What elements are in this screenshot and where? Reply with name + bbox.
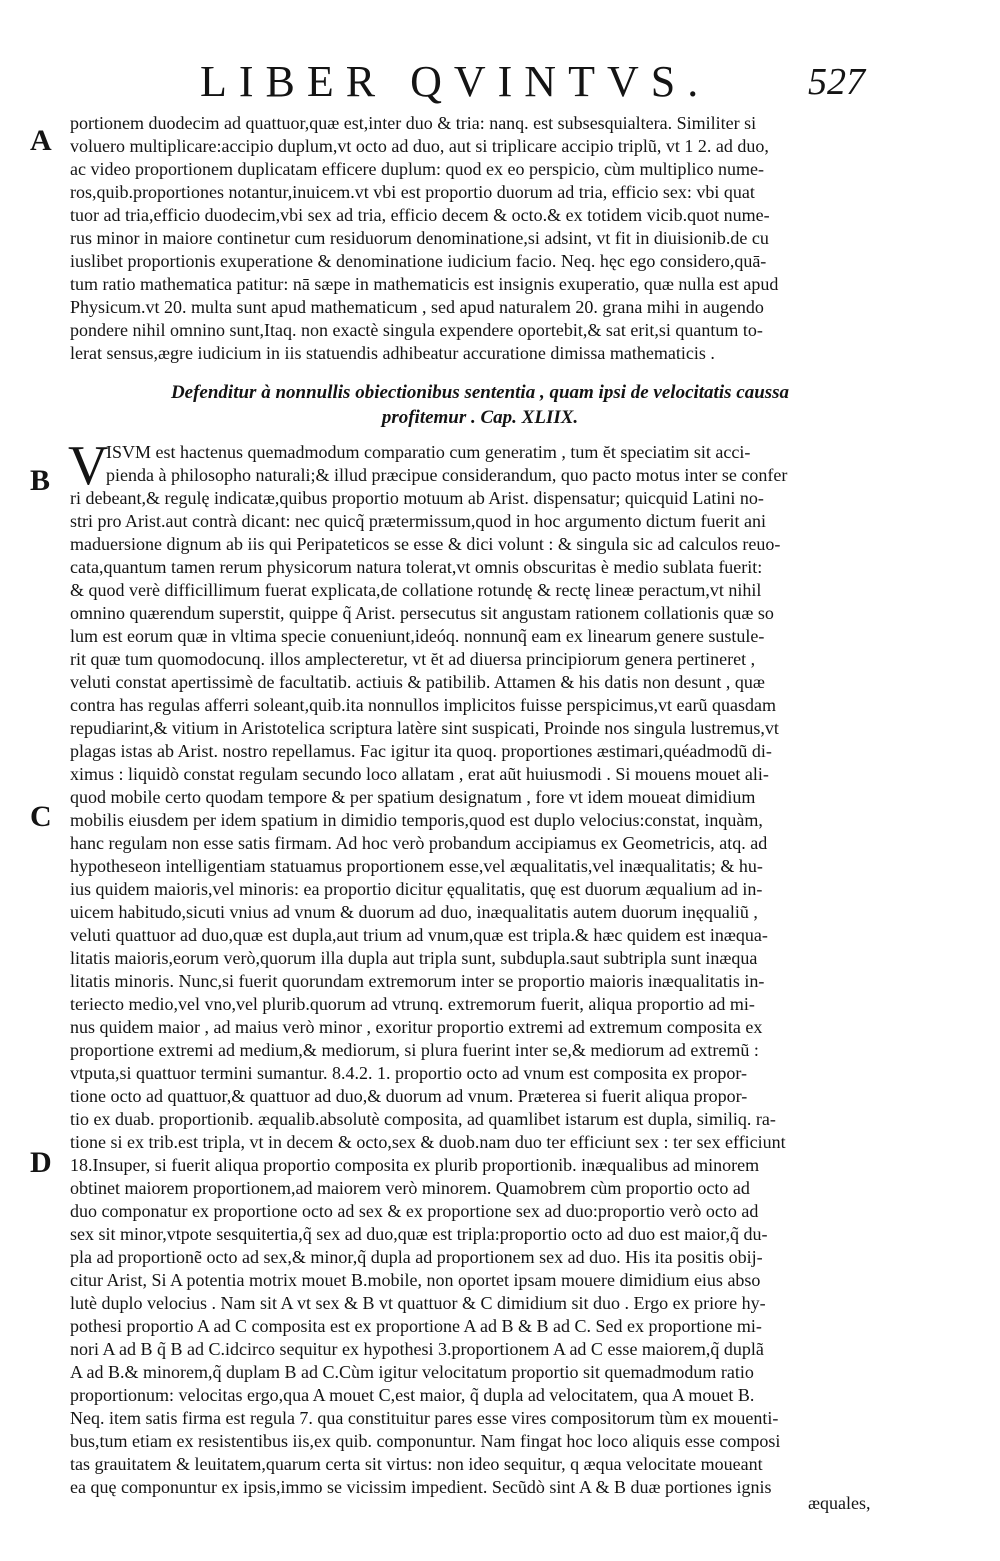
text-line: cata,quantum tamen rerum physicorum natura tolerat,vt omnis obscuritas è medio sublata fuerit: [70, 557, 763, 577]
text-line: ius quidem maioris,vel minoris: ea proportio dicitur ęqualitatis, quę est duorum æqualium ad in- [70, 879, 763, 899]
text-line: rit quæ tum quomodocunq. illos amplecteretur, vt ĕt ad diuersa principiorum genera pertineret , [70, 649, 756, 669]
text-line: nori A ad B q̃ B ad C.idcirco sequitur ex hypothesi 3.proportionem A ad C esse maiorem,q̃ duplã [70, 1339, 764, 1359]
text-line: voluero multiplicare:accipio duplum,vt octo ad duo, aut si triplicare accipio triplũ, vt 1 2. ad duo, [70, 136, 769, 156]
text-line: contra has regulas afferri soleant,quib.ita nonnullos implicitos fuisse perspicimus,vt earũ quasdam [70, 695, 776, 715]
text-line: portionem duodecim ad quattuor,quæ est,inter duo & tria: nanq. est subsesquialtera. Similiter si [70, 113, 757, 133]
text-line: duo componatur ex proportione octo ad sex & ex proportione sex ad duo:proportio verò octo ad [70, 1201, 759, 1221]
text-line: ISVM est hactenus quemadmodum comparatio cum generatim , tum ĕt speciatim sit acci- [106, 442, 751, 462]
page-number: 527 [808, 61, 865, 103]
text-line: ea quę componuntur ex ipsis,immo se vicissim impedient. Secũdò sint A & B duæ portiones ignis [70, 1477, 772, 1497]
text-line: Physicum.vt 20. multa sunt apud mathematicum , sed apud naturalem 20. grana mihi in augendo [70, 297, 764, 317]
text-line: lerat sensus,ægre iudicium in iis statuendis adhibeatur accuratione dimissa mathematicis . [70, 343, 715, 363]
text-line: ros,quib.proportiones notantur,inuicem.vt vbi est proportio duorum ad tria, efficio sex: vbi quat [70, 182, 755, 202]
chapter-heading-line-1: Defenditur à nonnullis obiectionibus sententia , quam ipsi de velocitatis caussa [170, 382, 790, 403]
text-line: stri pro Arist.aut contrà dicant: nec quicq̃ prætermissum,quod in hoc argumento dictum fuerit ani [70, 511, 767, 531]
text-line: tuor ad tria,efficio duodecim,vbi sex ad tria, efficio decem & octo.& ex totidem vicib.quot nume- [70, 205, 770, 225]
text-line: iuslibet proportionis exuperatione & denominatione iudicium facio. Neq. hęc ego considero,quā- [70, 251, 767, 271]
text-line: sex sit minor,vtpote sesquitertia,q̃ sex ad duo,quæ est tripla:proportio octo ad duo est maior,q̃ du- [70, 1224, 768, 1244]
text-line: mobilis eiusdem per idem spatium in dimidio temporis,quod est duplo velocius:constat, inquàm, [70, 810, 763, 830]
text-line: proportione extremi ad medium,& mediorum, si plura fuerint inter se,& mediorum ad extremũ : [70, 1040, 759, 1060]
text-line: repudiarint,& vitium in Aristotelica scriptura latère sint suspicati, Proinde nos singula lustremus,vt [70, 718, 779, 738]
text-line: omnino quærendum superstit, quippe q̃ Arist. persecutus sit angustam rationem collationis quæ so [70, 603, 774, 623]
text-line: A ad B.& minorem,q̃ duplam B ad C.Cùm igitur velocitatum proportio sit quemadmodum ratio [70, 1362, 754, 1382]
text-line: hypotheseon intelligentiam statuamus proportionem esse,vel æqualitatis,vel inæqualitatis; & hu- [70, 856, 763, 876]
text-line: bus,tum etiam ex resistentibus iis,ex quib. componuntur. Nam fingat hoc loco aliquis esse composi [70, 1431, 781, 1451]
text-line: ximus : liquidò constat regulam secundo loco allatam , erat aũt huiusmodi . Si mouens mouet ali- [70, 764, 769, 784]
text-line: quod mobile certo quodam tempore & per spatium designatum , fore vt idem moueat dimidium [70, 787, 756, 807]
text-line: & quod verè difficillimum fuerat explicata,de collatione rotundę & rectę lineæ peractum,vt nihil [70, 580, 762, 600]
page-header [0, 52, 1000, 112]
text-line: pla ad proportionẽ octo ad sex,& minor,q̃ dupla ad proportionem sex ad duo. His ita positis obij- [70, 1247, 763, 1267]
margin-letter-b: B [30, 464, 51, 497]
text-line: hanc regulam non esse satis firmam. Ad hoc verò probandum accipiamus ex Geometricis, atq. ad [70, 833, 768, 853]
margin-letter-a: A [30, 124, 52, 157]
text-line: tione si ex trib.est tripla, vt in decem & octo,sex & duob.nam duo ter efficiunt sex : ter sex efficiunt [70, 1132, 786, 1152]
text-line: citur Arist, Si A potentia motrix mouet B.mobile, non oportet ipsam mouere dimidium eius abso [70, 1270, 761, 1290]
text-line: rus minor in maiore continetur cum residuorum denominatione,si adsint, vt fit in diuisionib.de cu [70, 228, 769, 248]
text-line: obtinet maiorem proportionem,ad maiorem verò minorem. Quamobrem cùm proportio octo ad [70, 1178, 750, 1198]
chapter-heading-line-2: profitemur . Cap. XLIIX. [381, 407, 579, 428]
catchword: æquales, [808, 1493, 871, 1513]
paragraph-1 [70, 112, 870, 365]
text-line: plagas istas ab Arist. nostro repellamus. Fac igitur ita quoq. proportiones æstimari,quéadmodũ di- [70, 741, 772, 761]
text-line: litatis minoris. Nunc,si fuerit quorundam extremorum inter se proportio maioris inæqualitatis in- [70, 971, 765, 991]
drop-cap: V [68, 435, 109, 497]
text-line: lum est eorum quæ in vltima specie conueniunt,ideóq. nonnunq̃ eam ex linearum genere sustule- [70, 626, 765, 646]
text-line: ri debeant,& regulę indicatæ,quibus proportio motuum ab Arist. dispensatur; quicquid Latini no- [70, 488, 764, 508]
text-line: vtputa,si quattuor termini sumantur. 8.4.2. 1. proportio octo ad vnum est composita ex propor- [70, 1063, 748, 1083]
text-line: proportionum: velocitas ergo,qua A mouet C,est maior, q̃ dupla ad velocitatem, qua A mouet B. [70, 1385, 755, 1405]
text-line: lutè duplo velocius . Nam sit A vt sex & B vt quattuor & C dimidium sit duo . Ergo ex priore hy- [70, 1293, 766, 1313]
text-line: tas grauitatem & leuitatem,quarum certa sit virtus: non ideo sequitur, q æqua velocitate moueant [70, 1454, 763, 1474]
text-line: nus quidem maior , ad maius verò minor , exoritur proportio extremi ad extremum composita ex [70, 1017, 763, 1037]
text-line: tione octo ad quattuor,& quattuor ad duo,& duorum ad vnum. Præterea si fuerit aliqua propor- [70, 1086, 748, 1106]
running-title: LIBER QVINTVS. [200, 57, 711, 106]
text-line: ac video proportionem duplicatam efficere duplum: quod ex eo perspicio, cùm multiplico nume- [70, 159, 764, 179]
text-line: pothesi proportio A ad C composita est ex proportione A ad B & B ad C. Sed ex proportione mi- [70, 1316, 762, 1336]
paragraph-2 [68, 435, 870, 1499]
text-line: pondere nihil omnino sunt,Itaq. non exactè singula expendere oportebit,& sat erit,si quantum to- [70, 320, 763, 340]
text-line: uicem habitudo,sicuti vnius ad vnum & duorum ad duo, inæqualitatis autem duorum inęqualiũ , [70, 902, 758, 922]
text-line: veluti quattuor ad duo,quæ est dupla,aut trium ad vnum,quæ est tripla.& hæc quidem est inæqua- [70, 925, 768, 945]
margin-letter-d: D [30, 1146, 52, 1179]
chapter-heading [160, 380, 800, 430]
margin-letter-c: C [30, 800, 52, 833]
text-line: Neq. item satis firma est regula 7. qua constituitur pares esse vires compositorum tùm ex mouenti- [70, 1408, 779, 1428]
text-line: maduersione dignum ab iis qui Peripateticos se esse & dici volunt : & singula sic ad calculos reuo- [70, 534, 781, 554]
text-line: 18.Insuper, si fuerit aliqua proportio composita ex plurib proportionib. inæqualibus ad minorem [70, 1155, 760, 1175]
text-line: veluti constat apertissimè de facultatib. actiuis & patibilib. Attamen & his datis non desunt , quæ [70, 672, 765, 692]
text-line: teriecto medio,vel vno,vel plurib.quorum ad vtrunq. extremorum fuerit, aliqua proportio ad mi- [70, 994, 755, 1014]
text-line: tio ex duab. proportionib. æqualib.absolutè composita, ad quamlibet istarum est dupla, similiq. ra- [70, 1109, 776, 1129]
text-line: litatis maioris,eorum verò,quorum illa dupla aut tripla sunt, subdupla.saut subtripla sunt inæqua [70, 948, 758, 968]
text-line: pienda à philosopho naturali;& illud præcipue considerandum, quo pacto motus inter se confer [106, 465, 788, 485]
text-line: tum ratio mathematica patitur: nā sæpe in mathematicis est insignis exuperatio, quæ nulla est apud [70, 274, 779, 294]
